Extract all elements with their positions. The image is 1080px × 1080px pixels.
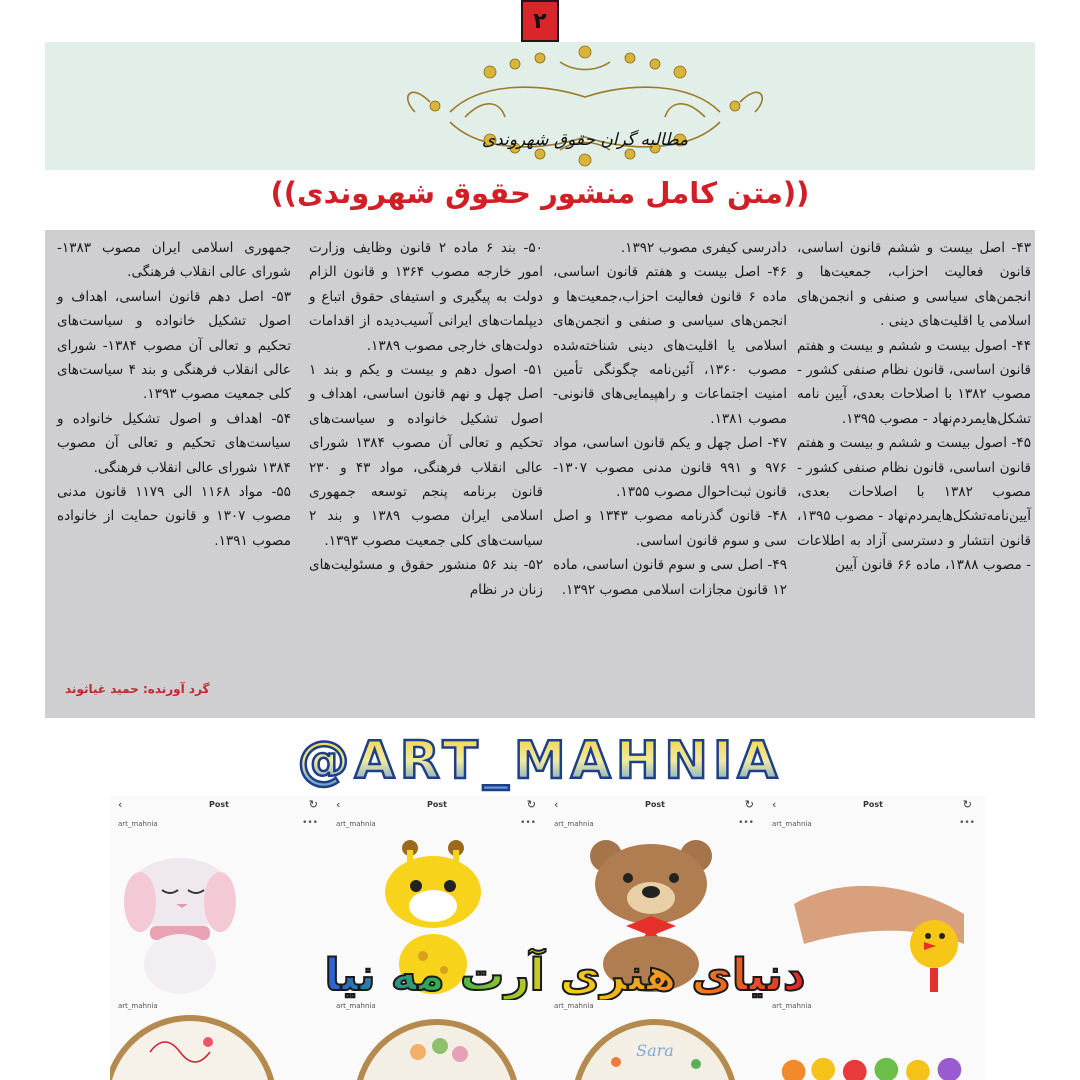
back-icon[interactable]: ‹ (336, 798, 341, 811)
column-4 (57, 236, 291, 553)
refresh-icon[interactable]: ↻ (962, 798, 972, 811)
account-name[interactable]: art_mahnia (336, 820, 376, 828)
refresh-icon[interactable]: ↻ (526, 798, 536, 811)
instagram-post-grid (110, 796, 985, 1080)
more-icon[interactable]: ••• (302, 818, 318, 828)
account-name[interactable]: art_mahnia (336, 1002, 376, 1010)
paragraph: ۵۱- اصول دهم و بیست و یکم و بند ۱ اصل چهل و نهم قانون اساسی، اهداف و اصول تشکیل خانواده و سیاست‌های تحکیم و تعالی آن مصوب ۱۳۸۴ شورای عالی انقلاب فرهنگی، مواد ۴۳ و ۲۳۰ قانون برنامه پنجم توسعه جمهوری اسلامی ایران مصوب ۱۳۸۹ و بند ۲ سیاست‌های کلی جمعیت مصوب ۱۳۹۳. (309, 362, 543, 549)
ornament-frame-icon (390, 42, 780, 170)
embroidery-hoop-icon (110, 1012, 328, 1080)
column-1 (797, 236, 1031, 578)
paragraph: ۴۵- اصول بیست و ششم و بیست و هفتم قانون اساسی، قانون نظام صنفی کشور - مصوب ۱۳۸۲ با اصلاحات بعدی، آیین‌نامه‌تشکل‌هایمردم‌نهاد - مصوب ۱۳۹۵، قانون انتشار و دسترسی آزاد به اطلاعات - مصوب ۱۳۸۸، ماده ۶۶ قانون آیین (797, 435, 1031, 574)
page-number: ۲ (521, 0, 559, 42)
paragraph: ۵۳- اصل دهم قانون اساسی، اهداف و اصول تشکیل خانواده و سیاست‌های تحکیم و تعالی آن مصوب ۱۳۸۴- شورای عالی انقلاب فرهنگی و بند ۴ سیاست‌های کلی جمعیت مصوب ۱۳۹۳. (57, 288, 291, 403)
post-title: Post (209, 800, 229, 809)
author-credit: گرد آورنده: حمید غیاثوند (65, 682, 210, 696)
account-name[interactable]: art_mahnia (772, 820, 812, 828)
more-icon[interactable]: ••• (520, 818, 536, 828)
post-screen (546, 796, 764, 1080)
column-3 (309, 236, 543, 602)
embroidery-hoop-icon (328, 1012, 546, 1080)
paragraph: جمهوری اسلامی ایران مصوب ۱۳۸۳- شورای عالی انقلاب فرهنگی. (57, 240, 291, 281)
paragraph: ۴۹- اصل سی و سوم قانون اساسی، ماده ۱۲ قانون مجازات اسلامی مصوب ۱۳۹۲. (553, 557, 787, 598)
account-name[interactable]: art_mahnia (118, 1002, 158, 1010)
paragraph: ۴۶- اصل بیست و هفتم قانون اساسی، ماده ۶ قانون فعالیت احزاب،جمعیت‌ها و انجمن‌های سیاسی و صنفی و انجمن‌های اسلامی یا اقلیت‌های دینی شناخته‌شده مصوب ۱۳۶۰، آئین‌نامه چگونگی تأمین امنیت اجتماعات و راهپیمایی‌های قانونی- مصوب ۱۳۸۱. (553, 264, 787, 427)
account-name[interactable]: art_mahnia (554, 1002, 594, 1010)
more-icon[interactable]: ••• (959, 818, 975, 828)
paragraph: ۴۸- قانون گذرنامه مصوب ۱۳۴۳ و اصل سی و سوم قانون اساسی. (553, 508, 787, 549)
paragraph: ۵۴- اهداف و اصول تشکیل خانواده و سیاست‌های تحکیم و تعالی آن مصوب ۱۳۸۴ شورای عالی انقلاب فرهنگی. (57, 410, 291, 476)
paragraph: ۵۲- بند ۵۶ منشور حقوق و مسئولیت‌های زنان در نظام (309, 557, 544, 598)
account-name[interactable]: art_mahnia (554, 820, 594, 828)
refresh-icon[interactable]: ↻ (744, 798, 754, 811)
post-title: Post (645, 800, 665, 809)
crochet-fruit-icon (764, 1012, 982, 1080)
paragraph: ۴۴- اصول بیست و ششم و بیست و هفتم قانون اساسی، قانون نظام صنفی کشور - مصوب ۱۳۸۲ با اصلاحات بعدی، آیین نامه تشکل‌هایمردم‌نهاد - مصوب ۱۳۹۵. (797, 337, 1031, 427)
embroidery-hoop-icon (546, 1012, 764, 1080)
section-banner (45, 42, 1035, 170)
paragraph: دادرسی کیفری مصوب ۱۳۹۲. (620, 240, 787, 256)
post-screen (764, 796, 985, 1080)
banner-title: مطالبه گران حقوق شهروندی (481, 130, 689, 150)
account-name[interactable]: art_mahnia (772, 1002, 812, 1010)
back-icon[interactable]: ‹ (772, 798, 777, 811)
handle-text: @ART_MAHNIA (297, 731, 783, 791)
post-screen (110, 796, 328, 1080)
post-title: Post (863, 800, 883, 809)
brand-tagline (175, 948, 955, 1000)
paragraph: ۴۷- اصل چهل و یکم قانون اساسی، مواد ۹۷۶ و ۹۹۱ قانون مدنی مصوب ۱۳۰۷- قانون ثبت‌احوال مصوب ۱۳۵۵. (553, 435, 787, 501)
post-title: Post (427, 800, 447, 809)
account-name[interactable]: art_mahnia (118, 820, 158, 828)
tagline-text: دنیای هنری آرت مه نیا (324, 950, 806, 1000)
headline: ((متن کامل منشور حقوق شهروندی)) (270, 176, 810, 210)
column-2 (553, 236, 787, 602)
paragraph: ۴۳- اصل بیست و ششم قانون اساسی، قانون فعالیت احزاب، جمعیت‌ها و انجمن‌های سیاسی و صنفی و انجمن‌های اسلامی یا اقلیت‌های دینی . (797, 240, 1031, 330)
post-screen (328, 796, 546, 1080)
article-body (45, 230, 1035, 718)
back-icon[interactable]: ‹ (118, 798, 123, 811)
back-icon[interactable]: ‹ (554, 798, 559, 811)
more-icon[interactable]: ••• (738, 818, 754, 828)
brand-handle (0, 724, 1080, 794)
hoop-name: Sara (636, 1041, 674, 1060)
paragraph: ۵۵- مواد ۱۱۶۸ الی ۱۱۷۹ قانون مدنی مصوب ۱۳۰۷ و قانون حمایت از خانواده مصوب ۱۳۹۱. (57, 484, 291, 549)
refresh-icon[interactable]: ↻ (308, 798, 318, 811)
paragraph: ۵۰- بند ۶ ماده ۲ قانون وظایف وزارت امور خارجه مصوب ۱۳۶۴ و قانون الزام دولت به پیگیری و استیفای حقوق اتباع و دیپلمات‌های ایرانی آسیب‌دیده از اقدامات دولت‌های خارجی مصوب ۱۳۸۹. (309, 240, 543, 354)
